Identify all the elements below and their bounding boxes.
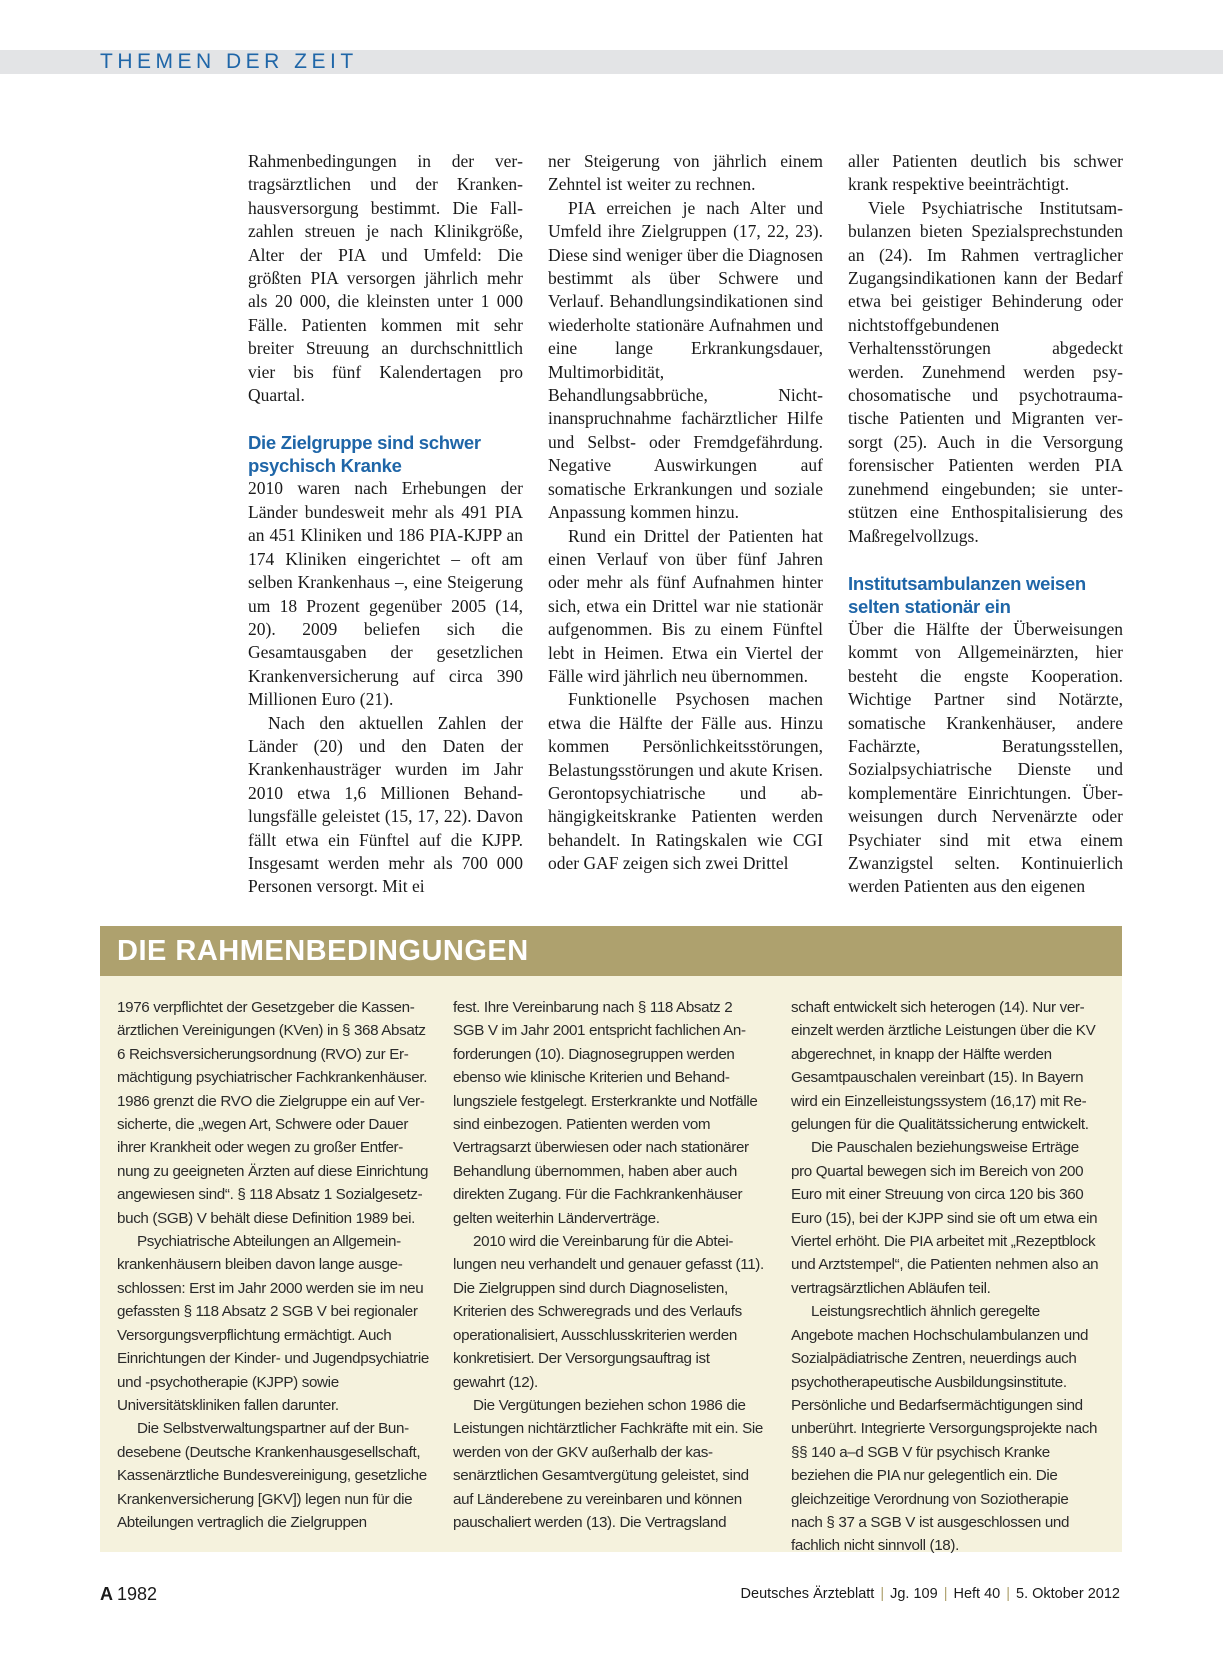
article-paragraph: 2010 waren nach Erhebungen der Länder bundesweit mehr als 491 PIA an 451 Kliniken und 186 PIA-KJPP an 174 Kliniken eingerichtet – oft am selben Krankenhaus –, eine Steigerung um 18 Prozent gegenüber 2005 (14, 20). 2009 beliefen sich die Gesamtausgaben der gesetzlichen Krankenversicherung auf circa 390 Millionen Euro (21). [248, 478, 523, 710]
page-number-value: 1982 [117, 1584, 158, 1604]
article-paragraph: aller Patienten deutlich bis schwer krank respektive beeinträchtigt. [848, 151, 1123, 195]
article-paragraph: ner Steigerung von jährlich einem Zehntel ist weiter zu rechnen. [548, 151, 823, 195]
info-box-title: DIE RAHMENBEDINGUNGEN [117, 935, 529, 967]
journal-date: 5. Oktober 2012 [1016, 1586, 1120, 1602]
article-paragraph: Rund ein Drittel der Patienten hat einen Verlauf von über fünf Jahren oder mehr als fünf Aufnahmen hinter sich, etwa ein Drittel war nie stationär aufgenommen. Bis zu einem Fünftel lebt in Heimen. Etwa ein Viertel der Fälle wird jährlich neu übernommen. [548, 525, 823, 686]
article-column-2 [548, 150, 823, 876]
article-paragraph: Funktionelle Psychosen machen etwa die Hälfte der Fälle aus. Hinzu kommen Persönlichkeitsstörungen, Belastungsstörungen und akute Krisen. Gerontopsychiatrische und abhängigkeitskranke Patienten werden behandelt. In Ratingskalen wie CGI oder GAF zeigen sich zwei Drittel [548, 689, 823, 874]
page-number [100, 1584, 157, 1605]
footer-separator: | [943, 1586, 948, 1602]
article-column-3 [848, 150, 1123, 899]
journal-name: Deutsches Ärzteblatt [740, 1586, 875, 1602]
article-paragraph: Viele Psychiatrische Institutsambulanzen bieten Spezialsprechstunden an (24). Im Rahmen vertraglicher Zugangsindikationen kann der Bedarf etwa bei geistiger Behinderung oder nichtstoffgebundenen Verhaltensstörungen abgedeckt werden. Zunehmend werden psychosomatische und psychotraumatische Patienten und Migranten versorgt (25). Auch in die Versorgung forensischer Patienten werden PIA zunehmend eingebunden; sie unterstützen eine Enthospitalisierung des Maßregelvollzugs. [848, 197, 1123, 546]
info-box-paragraph: 2010 wird die Vereinbarung für die Abteilungen neu verhandelt und genauer gefasst (11). Die Zielgruppen sind durch Diagnoselisten, Kriterien des Schweregrads und des Verlaufs operationalisiert, Ausschlusskriterien werden konkretisiert. Der Versorgungsauftrag ist gewahrt (12). [453, 1233, 764, 1391]
article-paragraph: PIA erreichen je nach Alter und Umfeld ihre Zielgruppen (17, 22, 23). Diese sind weniger über die Diagnosen bestimmt als über Schwere und Verlauf. Behandlungsindikationen sind wiederholte stationäre Aufnahmen und eine lange Erkrankungsdauer, Multimorbidität, Behandlungsabbrüche, Nichtinanspruchnahme fachärztlicher Hilfe und Selbst- oder Fremdgefährdung. Negative Auswirkungen auf somatische Erkrankungen und soziale Anpassung kommen hinzu. [548, 197, 823, 523]
info-box-paragraph: Die Pauschalen beziehungsweise Erträge pro Quartal bewegen sich im Bereich von 200 Euro mit einer Streuung von circa 120 bis 360 Euro (15), bei der KJPP sind sie oft um etwa ein Viertel erhöht. Die PIA arbeitet mit „Rezeptblock und Arztstempel“, die Patienten nehmen also an vertragsärztlichen Abläufen teil. [791, 1139, 1099, 1297]
info-box-paragraph: 1976 verpflichtet der Gesetzgeber die Kassenärztlichen Vereinigungen (KVen) in § 368 Absatz 6 Reichsversicherungsordnung (RVO) zur Ermächtigung psychiatrischer Fachkrankenhäuser. 1986 grenzt die RVO die Zielgruppe ein auf Versicherte, die „wegen Art, Schwere oder Dauer ihrer Krankheit oder wegen zu großer Entfernung zu geeigneten Ärzten auf diese Einrichtung angewiesen sind“. § 118 Absatz 1 Sozialgesetzbuch (SGB) V behält diese Definition 1989 bei. [117, 999, 429, 1227]
info-box-paragraph: Die Vergütungen beziehen schon 1986 die Leistungen nichtärztlicher Fachkräfte mit ein. Sie werden von der GKV außerhalb der kassenärztlichen Gesamtvergütung geleistet, sind auf Länderebene zu vereinbaren und können pauschaliert werden (13). Die Vertragsland [453, 1396, 764, 1531]
footer-separator: | [880, 1586, 885, 1602]
info-box-paragraph: Die Selbstverwaltungspartner auf der Bundesebene (Deutsche Krankenhausgesellschaft, Kassenärztliche Bundesvereinigung, gesetzliche Krankenversicherung [GKV]) legen nun für die Abteilungen vertraglich die Zielgruppen [117, 1420, 427, 1531]
article-subheading: Institutsambulanzen weisen selten stationär ein [848, 572, 1086, 617]
article-column-1 [248, 150, 523, 899]
info-box-paragraph: fest. Ihre Vereinbarung nach § 118 Absatz 2 SGB V im Jahr 2001 entspricht fachlichen Anforderungen (10). Diagnosegruppen werden ebenso wie klinische Kriterien und Behandlungsziele festgelegt. Ersterkrankte und Notfälle sind einbezogen. Patienten werden vom Vertragsarzt überwiesen oder nach stationärer Behandlung übernommen, haben aber auch direkten Zugang. Für die Fachkrankenhäuser gelten weiterhin Länderverträge. [453, 999, 758, 1227]
info-box-column-2 [453, 996, 765, 1534]
info-box-paragraph: Leistungsrechtlich ähnlich geregelte Angebote machen Hochschulambulanzen und Sozialpädiatrische Zentren, neuerdings auch psychotherapeutische Ausbildungsinstitute. Persönliche und Bedarfsermächtigungen sind unberührt. Integrierte Versorgungsprojekte nach §§ 140 a–d SGB V für psychisch Kranke beziehen die PIA nur gelegentlich ein. Die gleichzeitige Verordnung von Soziotherapie nach § 37 a SGB V ist ausgeschlossen und fachlich nicht sinnvoll (18). [791, 1303, 1098, 1555]
info-box-column-1 [117, 996, 429, 1534]
page-prefix: A [100, 1584, 113, 1604]
section-label: THEMEN DER ZEIT [100, 50, 358, 73]
journal-issue: Heft 40 [953, 1586, 1001, 1602]
article-paragraph: Nach den aktuellen Zahlen der Länder (20) und den Daten der Krankenhausträger wurden im Jahr 2010 etwa 1,6 Millionen Behandlungsfälle geleistet (15, 17, 22). Davon fällt etwa ein Fünftel auf die KJPP. Insgesamt werden mehr als 700 000 Personen versorgt. Mit ei [248, 712, 523, 897]
article-subheading: Die Zielgruppe sind schwer psychisch Kranke [248, 432, 481, 477]
journal-footer [741, 1586, 1120, 1602]
info-box-paragraph: schaft entwickelt sich heterogen (14). Nur vereinzelt werden ärztliche Leistungen über die KV abgerechnet, in knapp der Hälfte werden Gesamtpauschalen vereinbart (15). In Bayern wird ein Einzelleistungssystem (16,17) mit Regelungen für die Qualitätssicherung entwickelt. [791, 999, 1096, 1134]
article-paragraph: Über die Hälfte der Überweisungen kommt von Allgemeinärzten, hier besteht die engste Kooperation. Wichtige Partner sind Notärzte, somatische Krankenhäuser, andere Fachärzte, Beratungsstellen, Sozialpsychiatrische Dienste und komplementäre Einrichtungen. Überweisungen durch Nervenärzte oder Psychiater sind mit etwa einem Zwanzigstel selten. Kontinuierlich werden Patienten aus den eigenen [848, 618, 1123, 897]
footer-separator: | [1006, 1586, 1010, 1602]
article-paragraph: Rahmenbedingungen in der vertragsärztlichen und der Krankenhausversorgung bestimmt. Die Fallzahlen streuen je nach Klinikgröße, Alter der PIA und Umfeld: Die größten PIA versorgen jährlich mehr als 20 000, die kleinsten unter 1 000 Fälle. Patienten kommen mit sehr breiter Streuung an durchschnittlich vier bis fünf Kalendertagen pro Quartal. [248, 151, 523, 406]
journal-volume: Jg. 109 [890, 1586, 938, 1602]
info-box-column-3 [791, 996, 1103, 1558]
info-box-paragraph: Psychiatrische Abteilungen an Allgemeinkrankenhäusern bleiben davon lange ausgeschlossen: Erst im Jahr 2000 werden sie im neu gefassten § 118 Absatz 2 SGB V bei regionaler Versorgungsverpflichtung ermächtigt. Auch Einrichtungen der Kinder- und Jugendpsychiatrie und -psychotherapie (KJPP) sowie Universitätskliniken fallen darunter. [117, 1233, 429, 1414]
